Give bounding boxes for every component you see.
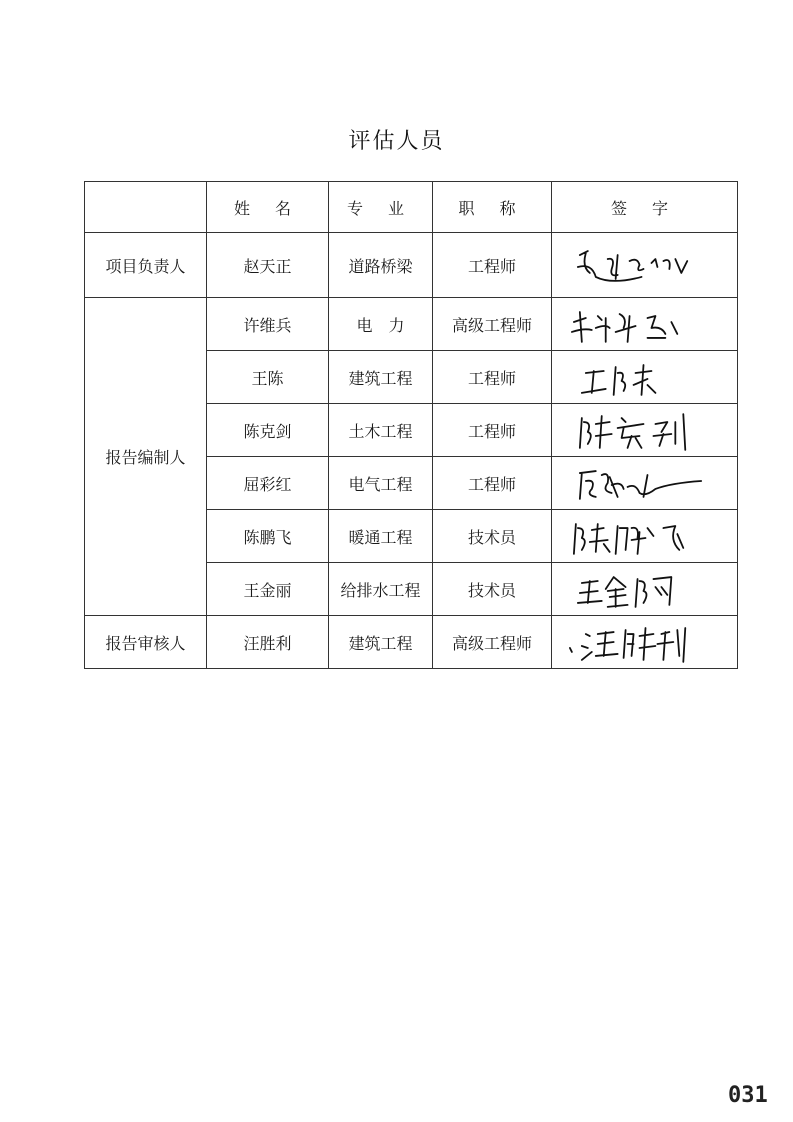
title-cell: 技术员	[433, 510, 552, 563]
title-cell: 工程师	[433, 457, 552, 510]
name-cell: 陈鹏飞	[207, 510, 329, 563]
name-cell: 汪胜利	[207, 616, 329, 669]
title-cell: 工程师	[433, 233, 552, 298]
header-specialty: 专 业	[329, 182, 433, 233]
name-cell: 陈克剑	[207, 404, 329, 457]
staff-table	[84, 181, 738, 669]
signature-cell	[552, 404, 738, 457]
header-row	[85, 182, 738, 233]
title-cell: 技术员	[433, 563, 552, 616]
specialty-cell: 暖通工程	[329, 510, 433, 563]
title-cell: 工程师	[433, 404, 552, 457]
role-cell: 报告审核人	[85, 616, 207, 669]
signature-cell	[552, 298, 738, 351]
page-number: 031	[728, 1083, 768, 1108]
signature-image	[552, 563, 737, 615]
signature-cell	[552, 351, 738, 404]
signature-cell	[552, 457, 738, 510]
title-cell: 工程师	[433, 351, 552, 404]
signature-image	[552, 298, 737, 350]
signature-image	[552, 233, 737, 297]
specialty-cell: 道路桥梁	[329, 233, 433, 298]
page-title: 评估人员	[348, 129, 445, 154]
signature-image	[552, 351, 737, 403]
name-cell: 王金丽	[207, 563, 329, 616]
header-title: 职 称	[433, 182, 552, 233]
name-cell: 许维兵	[207, 298, 329, 351]
name-cell: 屈彩红	[207, 457, 329, 510]
specialty-cell: 电气工程	[329, 457, 433, 510]
title-cell: 高级工程师	[433, 616, 552, 669]
specialty-cell: 给排水工程	[329, 563, 433, 616]
signature-cell	[552, 510, 738, 563]
signature-image	[552, 457, 737, 509]
specialty-cell: 建筑工程	[329, 616, 433, 669]
table-row	[85, 298, 738, 351]
header-signature: 签 字	[552, 182, 738, 233]
title-cell: 高级工程师	[433, 298, 552, 351]
signature-image	[552, 404, 737, 456]
signature-image	[552, 616, 737, 668]
signature-cell	[552, 233, 738, 298]
header-role	[85, 182, 207, 233]
role-cell: 报告编制人	[85, 298, 207, 616]
specialty-cell: 土木工程	[329, 404, 433, 457]
signature-image	[552, 510, 737, 562]
specialty-cell: 建筑工程	[329, 351, 433, 404]
header-name: 姓 名	[207, 182, 329, 233]
table-row	[85, 616, 738, 669]
signature-cell	[552, 616, 738, 669]
specialty-cell: 电 力	[329, 298, 433, 351]
role-cell: 项目负责人	[85, 233, 207, 298]
name-cell: 赵天正	[207, 233, 329, 298]
table-row	[85, 233, 738, 298]
signature-cell	[552, 563, 738, 616]
name-cell: 王陈	[207, 351, 329, 404]
